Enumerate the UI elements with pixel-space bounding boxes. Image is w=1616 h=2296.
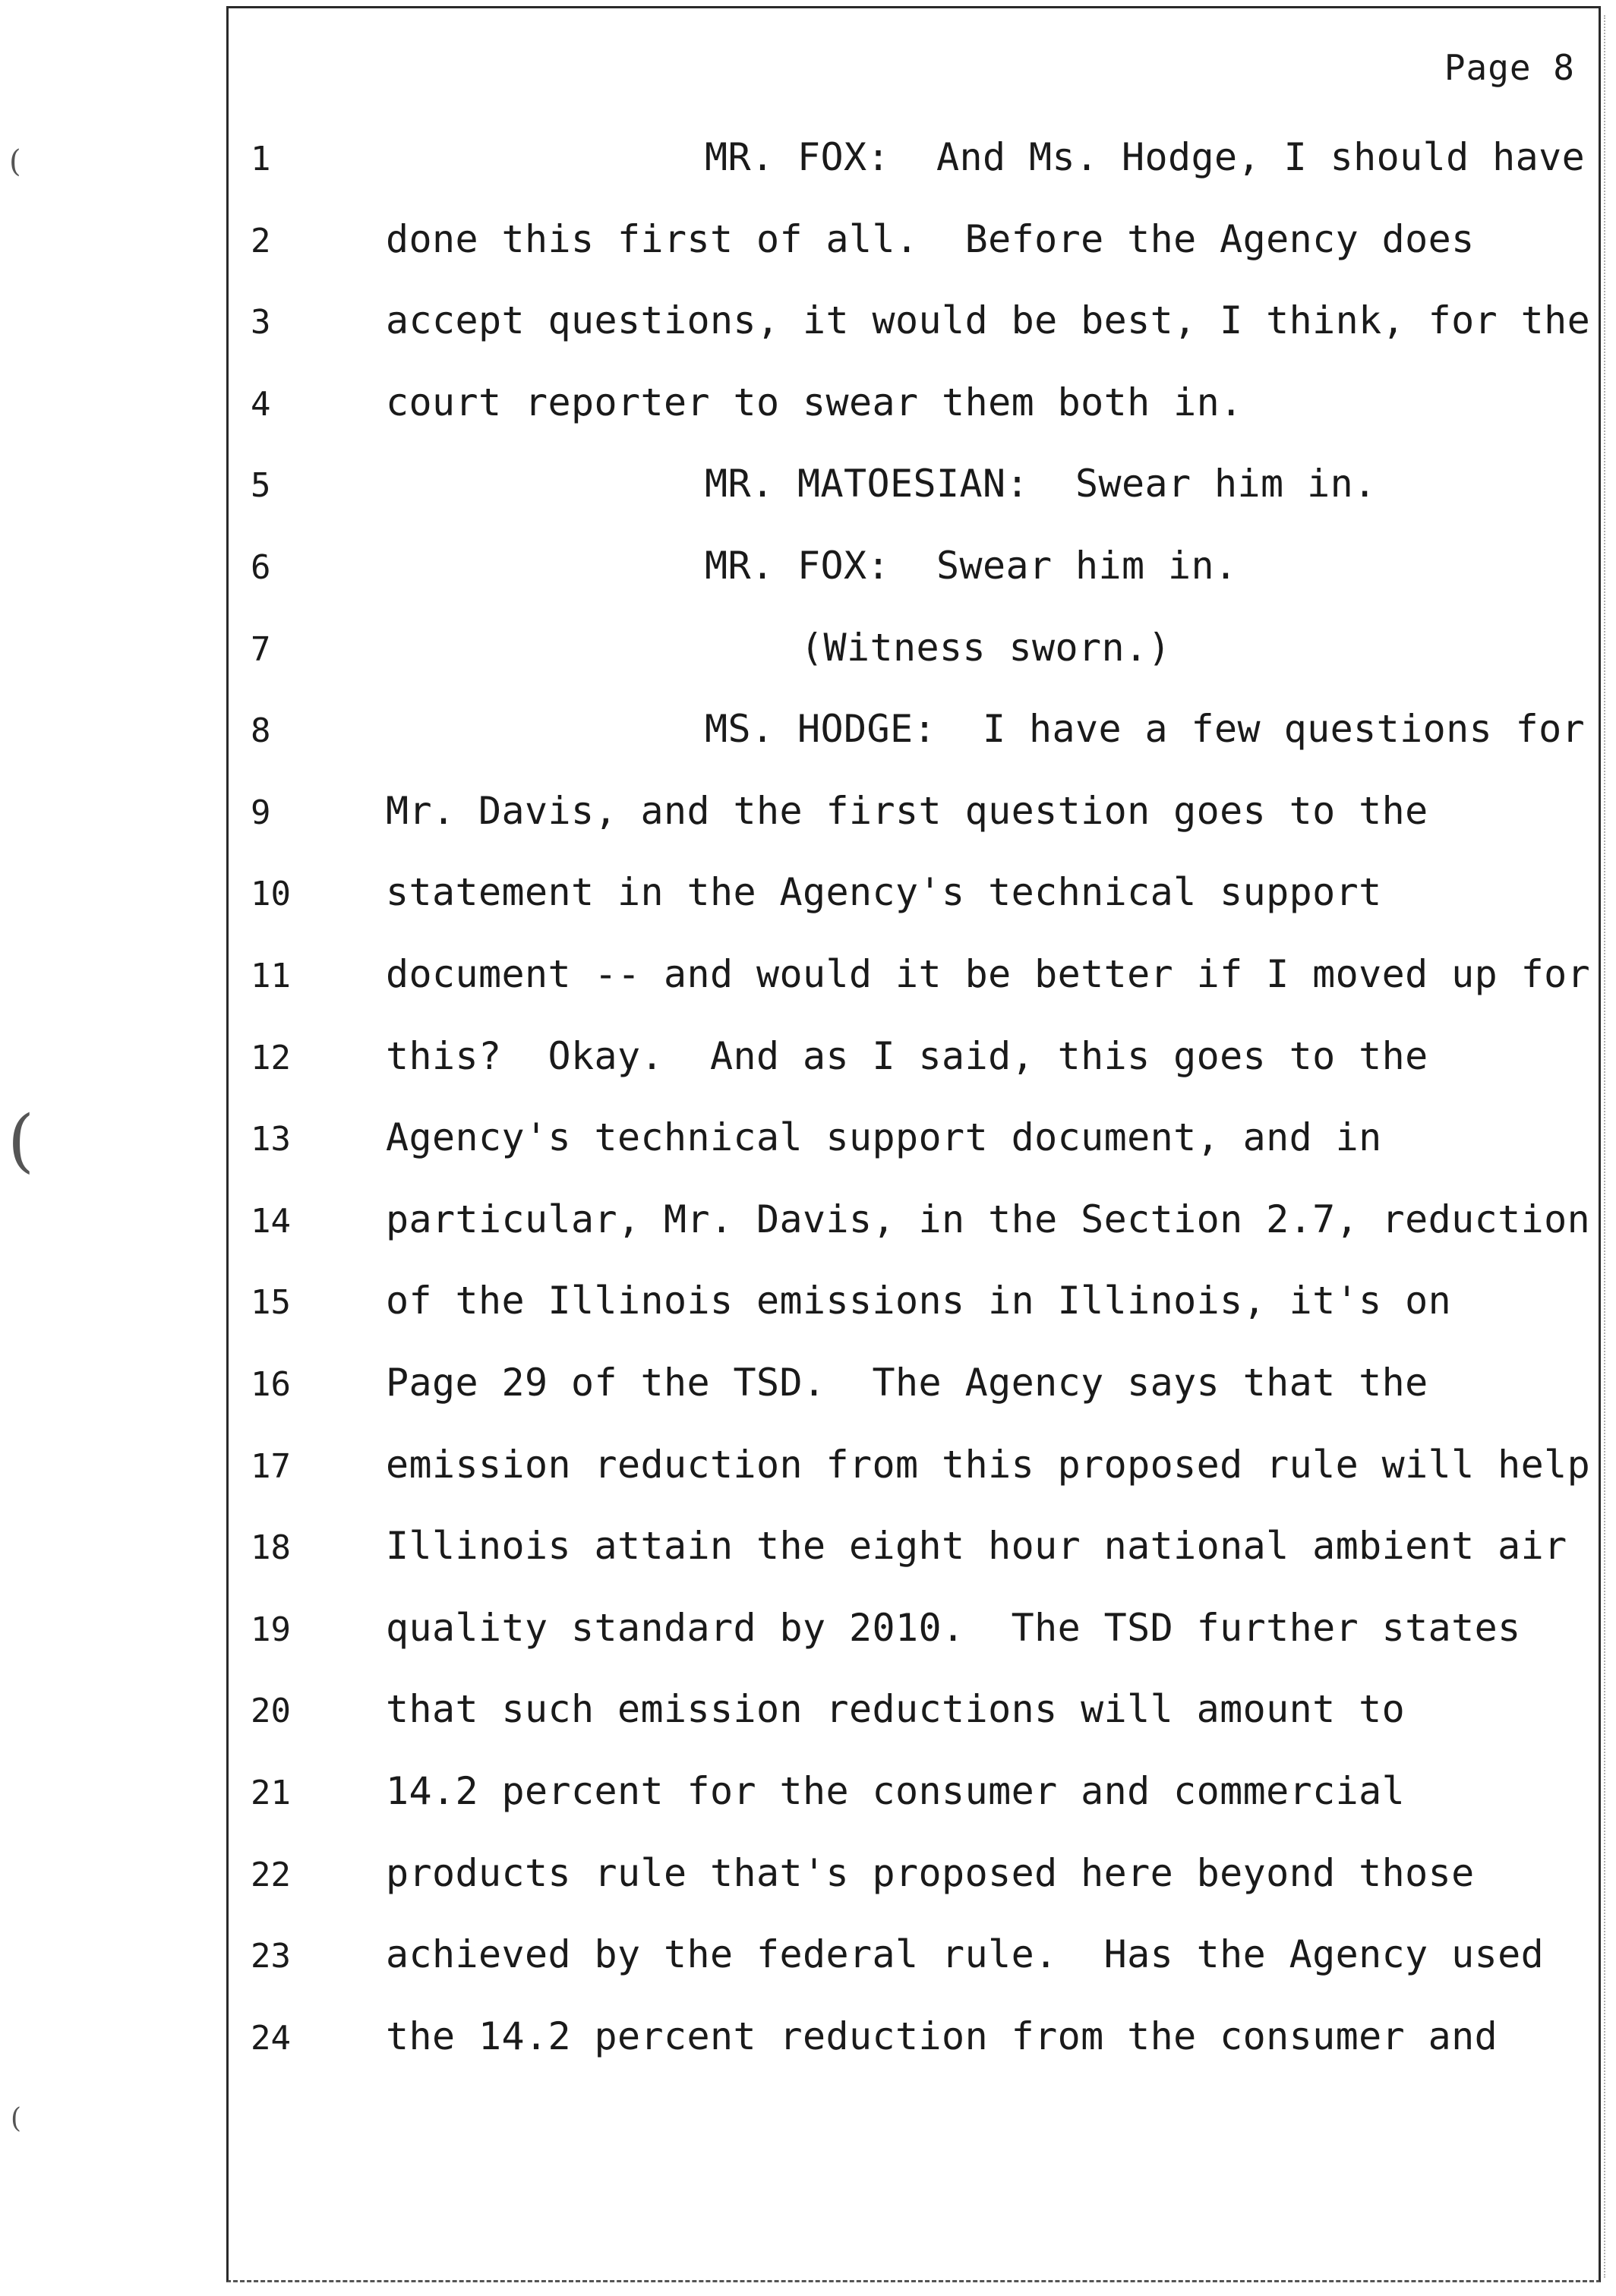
transcript-line: of the Illinois emissions in Illinois, it's on [386, 1279, 1452, 1323]
line-number: 17 [251, 1447, 291, 1486]
transcript-line: MS. HODGE: I have a few questions for [705, 707, 1586, 751]
line-number: 8 [251, 711, 271, 750]
transcript-line: 14.2 percent for the consumer and commercial [386, 1769, 1406, 1813]
line-number: 15 [251, 1283, 291, 1322]
transcript-line: achieved by the federal rule. Has the Agency used [386, 1932, 1545, 1976]
line-number: 5 [251, 466, 271, 505]
transcript-line: quality standard by 2010. The TSD further states [386, 1606, 1521, 1650]
scan-edge-artifact [1604, 15, 1610, 2278]
transcript-line: Agency's technical support document, and in [386, 1115, 1382, 1159]
line-number: 7 [251, 630, 271, 669]
line-number: 6 [251, 548, 271, 587]
transcript-line: document -- and would it be better if I moved up for [386, 952, 1591, 996]
transcript-line: MR. FOX: Swear him in. [705, 544, 1238, 588]
transcript-line: Mr. Davis, and the first question goes to the [386, 789, 1428, 833]
line-number: 20 [251, 1692, 291, 1730]
scan-margin-mark: ( [11, 2103, 22, 2134]
scan-margin-mark: ( [8, 1101, 35, 1181]
line-number: 4 [251, 385, 271, 424]
transcript-line: this? Okay. And as I said, this goes to the [386, 1034, 1428, 1078]
line-number: 12 [251, 1039, 291, 1077]
page-number: Page 8 [1444, 47, 1575, 88]
line-number: 1 [251, 140, 271, 178]
line-number: 11 [251, 957, 291, 995]
transcript-line: the 14.2 percent reduction from the consumer and [386, 2014, 1498, 2058]
line-number: 14 [251, 1202, 291, 1241]
line-number: 24 [251, 2019, 291, 2058]
transcript-line: Page 29 of the TSD. The Agency says that the [386, 1361, 1428, 1405]
line-number: 23 [251, 1937, 291, 1976]
line-number: 3 [251, 303, 271, 342]
line-number: 16 [251, 1365, 291, 1404]
transcript-line: Illinois attain the eight hour national ambient air [386, 1524, 1567, 1568]
line-number: 9 [251, 793, 271, 832]
line-number: 2 [251, 222, 271, 260]
transcript-line: (Witness sworn.) [800, 626, 1172, 670]
transcript-line: statement in the Agency's technical support [386, 870, 1382, 914]
transcript-line: particular, Mr. Davis, in the Section 2.7, reduction [386, 1197, 1591, 1241]
transcript-line: accept questions, it would be best, I think, for the [386, 298, 1591, 342]
line-number: 19 [251, 1610, 291, 1649]
line-number: 18 [251, 1528, 291, 1567]
line-number: 10 [251, 875, 291, 913]
line-number: 13 [251, 1120, 291, 1159]
transcript-line: court reporter to swear them both in. [386, 380, 1243, 424]
transcript-line: MR. MATOESIAN: Swear him in. [705, 462, 1377, 506]
line-number: 21 [251, 1774, 291, 1812]
transcript-line: done this first of all. Before the Agency does [386, 217, 1475, 261]
transcript-line: that such emission reductions will amount to [386, 1687, 1406, 1731]
scan-margin-mark: ( [9, 144, 21, 179]
transcript-line: MR. FOX: And Ms. Hodge, I should have [705, 135, 1586, 179]
transcript-line: products rule that's proposed here beyond those [386, 1851, 1475, 1895]
transcript-line: emission reduction from this proposed rule will help [386, 1443, 1591, 1487]
line-number: 22 [251, 1856, 291, 1894]
